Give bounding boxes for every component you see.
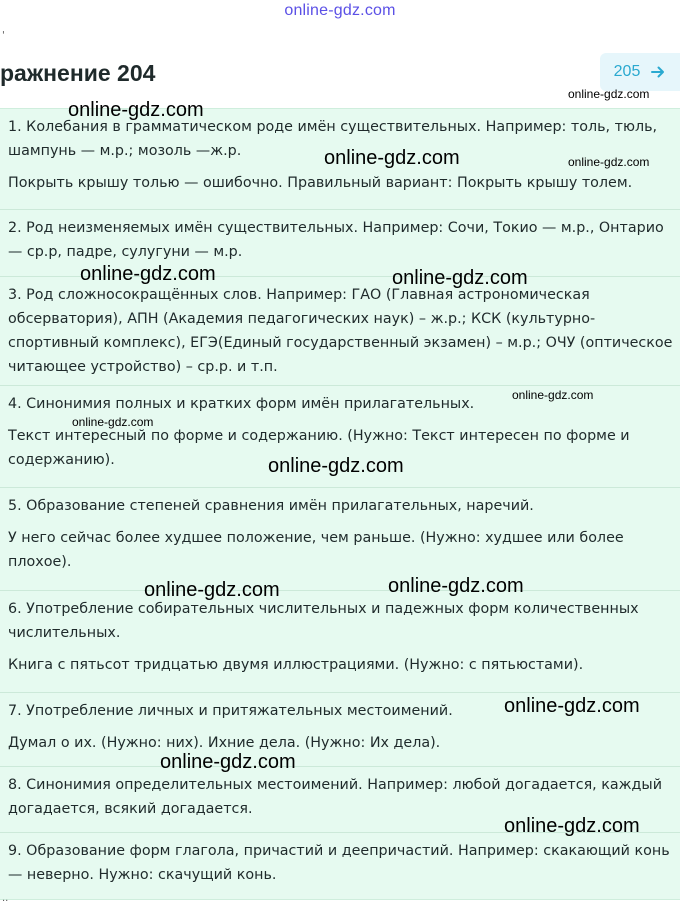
watermark: online-gdz.com	[504, 695, 640, 717]
list-item	[0, 488, 680, 591]
watermark: online-gdz.com	[512, 388, 594, 402]
list-item	[0, 277, 680, 386]
answer-block	[0, 108, 680, 900]
item-text: 5. Образование степеней сравнения имён прилагательных, наречий.	[8, 498, 534, 514]
item-example: У него сейчас более худшее положение, чем раньше. (Нужно: худшее или более плохое).	[8, 530, 624, 570]
list-item	[0, 833, 680, 897]
watermark: online-gdz.com	[80, 263, 216, 285]
watermark: online-gdz.com	[388, 575, 524, 597]
item-text: 6. Употребление собирательных числительных и падежных форм количественных числительных.	[8, 601, 639, 641]
watermark: online-gdz.com	[504, 815, 640, 837]
item-example: Думал о их. (Нужно: них). Ихние дела. (Нужно: Их дела).	[8, 735, 441, 751]
watermark: online-gdz.com	[160, 751, 296, 773]
edge-mark: ..	[2, 893, 9, 904]
item-text: 9. Образование форм глагола, причастий и деепричастий. Например: скакающий конь — неверно. Нужно: скачущий конь.	[8, 843, 670, 883]
next-exercise-button[interactable]	[600, 53, 680, 91]
watermark: online-gdz.com	[144, 579, 280, 601]
item-example: Книга с пятьсот тридцатью двумя иллюстрациями. (Нужно: с пятьюстами).	[8, 657, 584, 673]
page-title: ражнение 204	[0, 60, 156, 86]
watermark: online-gdz.com	[68, 99, 204, 121]
watermark: online-gdz.com	[568, 87, 650, 101]
watermark: online-gdz.com	[392, 267, 528, 289]
item-text: 1. Колебания в грамматическом роде имён существительных. Например: толь, тюль, шампунь — м.р.; мозоль —ж.р.	[8, 119, 658, 159]
item-text: 3. Род сложносокращённых слов. Например: ГАО (Главная астрономическая обсерватория), АПН (Академия педагогических наук) – ж.р.; КСК (культурно-спортивный комплекс), ЕГЭ(Единый государственный экзамен) – м.р.; ОЧУ (оптическое читающее устройство) – ср.р. и т.п.	[8, 287, 673, 375]
watermark: online-gdz.com	[72, 415, 154, 429]
item-example: Покрыть крышу толью — ошибочно. Правильный вариант: Покрыть крышу толем.	[8, 175, 633, 191]
arrow-right-icon	[650, 64, 666, 80]
next-exercise-number: 205	[613, 63, 641, 80]
item-text: 2. Род неизменяемых имён существительных. Например: Сочи, Токио — м.р., Онтарио — ср.р, падре, сулугуни — м.р.	[8, 220, 664, 260]
watermark: online-gdz.com	[268, 455, 404, 477]
item-example: Текст интересный по форме и содержанию. (Нужно: Текст интересен по форме и содержанию).	[8, 428, 630, 468]
list-item	[0, 591, 680, 693]
item-text: 4. Синонимия полных и кратких форм имён прилагательных.	[8, 396, 475, 412]
item-text: 8. Синонимия определительных местоимений. Например: любой догадается, каждый догадается, всякий догадается.	[8, 777, 663, 817]
top-watermark: online-gdz.com	[284, 2, 396, 19]
watermark: online-gdz.com	[568, 155, 650, 169]
watermark: online-gdz.com	[324, 147, 460, 169]
edge-mark: '	[2, 30, 5, 41]
item-text: 7. Употребление личных и притяжательных местоимений.	[8, 703, 453, 719]
